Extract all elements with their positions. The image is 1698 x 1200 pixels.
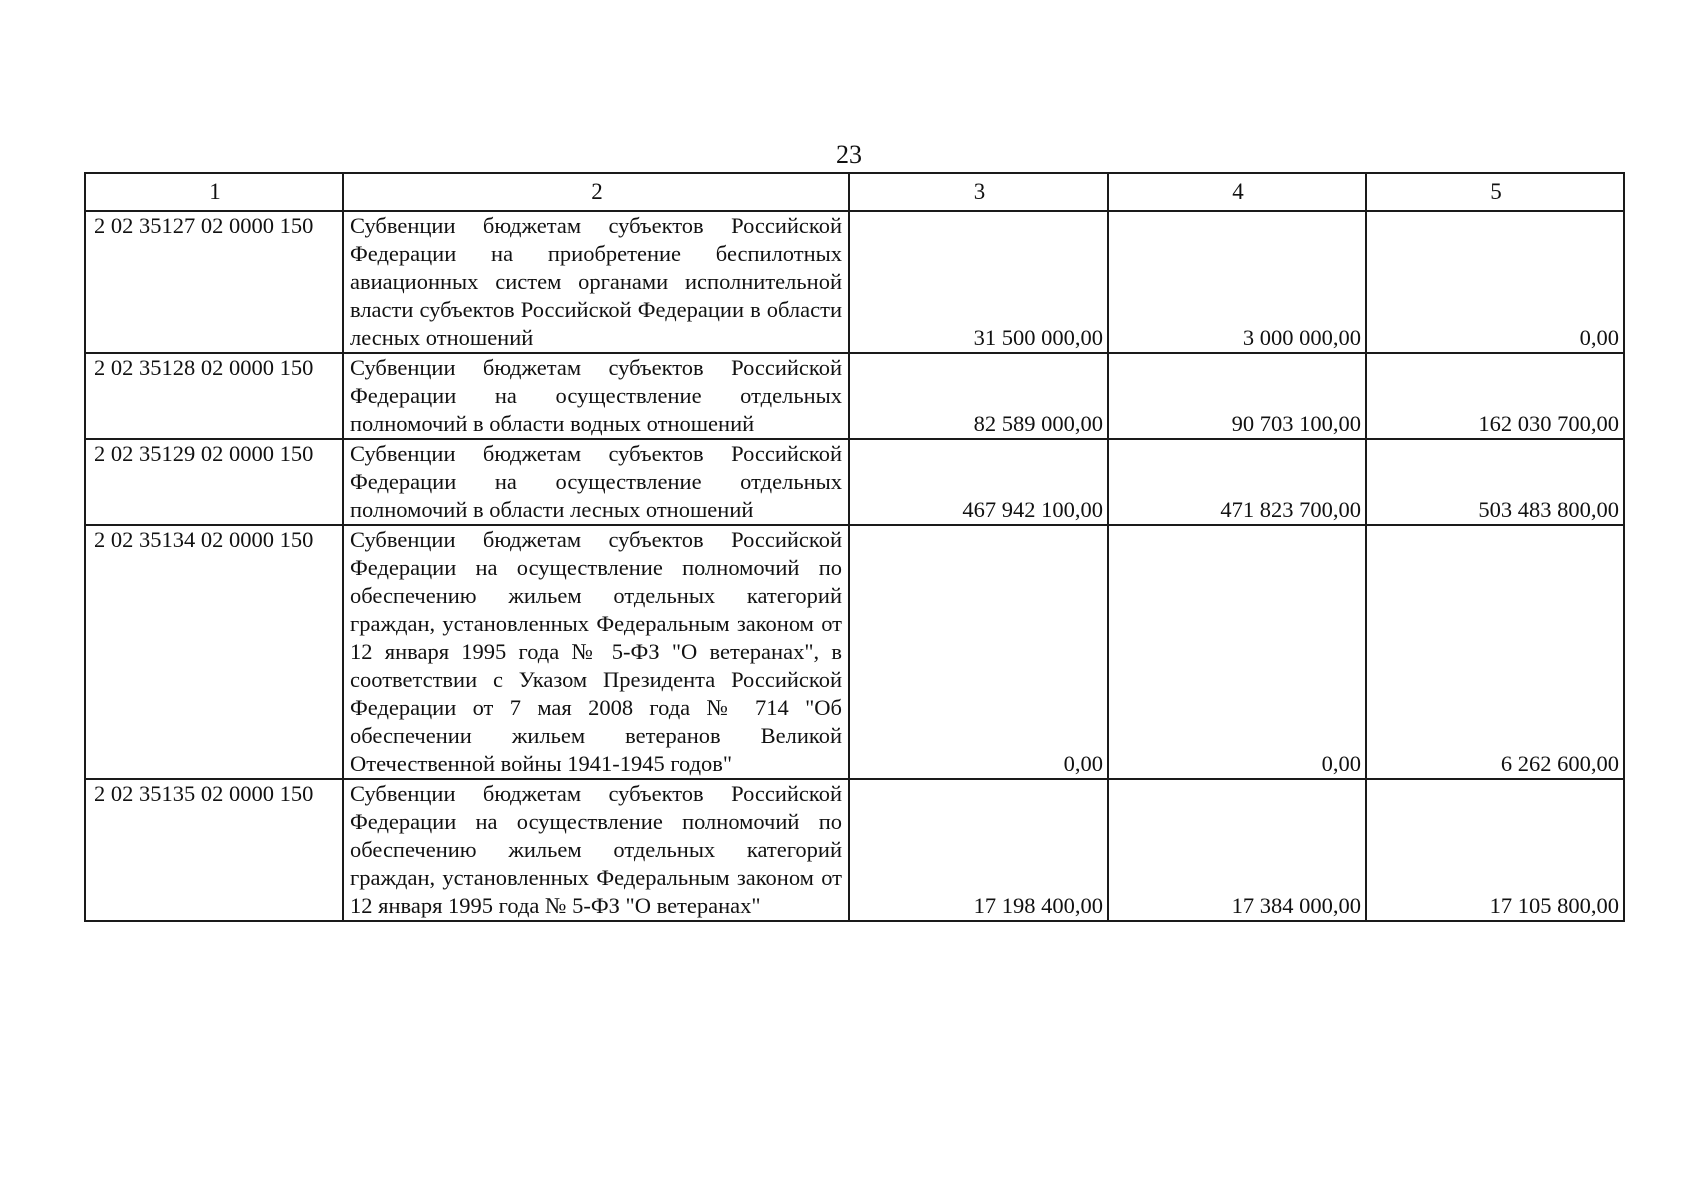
income-name-cell: Субвенции бюджетам субъектов Российской Федерации на осуществление отдельных полномочий в области лесных отношений — [343, 439, 849, 525]
amount-col5-cell: 17 105 800,00 — [1366, 779, 1624, 921]
table-row — [85, 779, 1624, 921]
table-row — [85, 211, 1624, 353]
column-header-4: 4 — [1108, 173, 1366, 211]
amount-col3-cell: 31 500 000,00 — [849, 211, 1108, 353]
table-row — [85, 353, 1624, 439]
table-header-row — [85, 173, 1624, 211]
budget-code-cell: 2 02 35134 02 0000 150 — [85, 525, 343, 779]
amount-col4-cell: 0,00 — [1108, 525, 1366, 779]
page-number: 23 — [836, 140, 862, 169]
column-header-5: 5 — [1366, 173, 1624, 211]
column-header-1: 1 — [85, 173, 343, 211]
amount-col4-cell: 3 000 000,00 — [1108, 211, 1366, 353]
budget-code-cell: 2 02 35127 02 0000 150 — [85, 211, 343, 353]
amount-col3-cell: 467 942 100,00 — [849, 439, 1108, 525]
amount-col5-cell: 162 030 700,00 — [1366, 353, 1624, 439]
income-name-cell: Субвенции бюджетам субъектов Российской Федерации на приобретение беспилотных авиационных систем органами исполнительной власти субъектов Российской Федерации в области лесных отношений — [343, 211, 849, 353]
budget-table — [84, 172, 1625, 922]
income-name-cell: Субвенции бюджетам субъектов Российской Федерации на осуществление отдельных полномочий в области водных отношений — [343, 353, 849, 439]
amount-col3-cell: 0,00 — [849, 525, 1108, 779]
column-header-2: 2 — [343, 173, 849, 211]
income-name-cell: Субвенции бюджетам субъектов Российской Федерации на осуществление полномочий по обеспечению жильем отдельных категорий граждан, установленных Федеральным законом от 12 января 1995 года № 5-ФЗ "О ветеранах" — [343, 779, 849, 921]
amount-col4-cell: 90 703 100,00 — [1108, 353, 1366, 439]
income-name-cell: Субвенции бюджетам субъектов Российской Федерации на осуществление полномочий по обеспечению жильем отдельных категорий граждан, установленных Федеральным законом от 12 января 1995 года № 5-ФЗ "О ветеранах", в соответствии с Указом Президента Российской Федерации от 7 мая 2008 года № 714 "Об обеспечении жильем ветеранов Великой Отечественной войны 1941-1945 годов" — [343, 525, 849, 779]
column-header-3: 3 — [849, 173, 1108, 211]
budget-code-cell: 2 02 35128 02 0000 150 — [85, 353, 343, 439]
amount-col3-cell: 82 589 000,00 — [849, 353, 1108, 439]
budget-code-cell: 2 02 35129 02 0000 150 — [85, 439, 343, 525]
amount-col5-cell: 6 262 600,00 — [1366, 525, 1624, 779]
table-row — [85, 525, 1624, 779]
amount-col4-cell: 17 384 000,00 — [1108, 779, 1366, 921]
amount-col5-cell: 503 483 800,00 — [1366, 439, 1624, 525]
budget-code-cell: 2 02 35135 02 0000 150 — [85, 779, 343, 921]
amount-col3-cell: 17 198 400,00 — [849, 779, 1108, 921]
amount-col5-cell: 0,00 — [1366, 211, 1624, 353]
amount-col4-cell: 471 823 700,00 — [1108, 439, 1366, 525]
table-row — [85, 439, 1624, 525]
